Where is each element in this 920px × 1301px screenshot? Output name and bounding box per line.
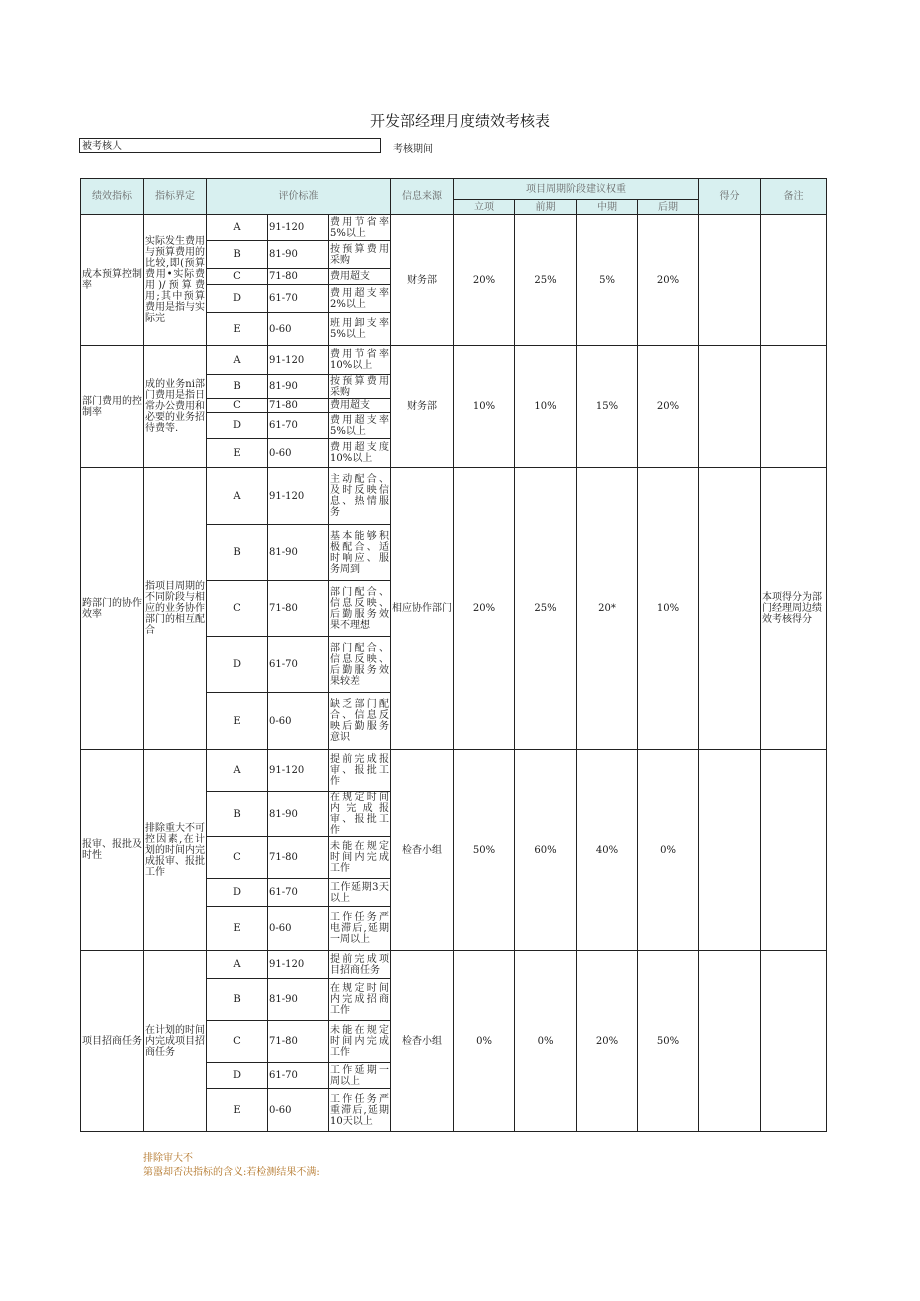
indicator-cell: 成本预算控制率: [81, 215, 144, 346]
grade-cell: E: [207, 439, 268, 468]
grade-cell: E: [207, 313, 268, 346]
weight-cell: 50%: [454, 750, 515, 951]
criteria-desc-cell: 在规定时间内完成招商工作: [329, 979, 391, 1021]
header-weights: 项目周期阶段建议权重: [454, 179, 699, 200]
criteria-desc-cell: 基本能够积极配合、适时响应、服务周到: [329, 525, 391, 581]
score-cell: [699, 750, 761, 951]
range-cell: 81-90: [268, 792, 329, 837]
criteria-desc-cell: 工作延期3天以上: [329, 879, 391, 907]
footer-note: 排除审大不: [143, 1153, 193, 1164]
criteria-desc-cell: 工作任务严电滞后,延期一周以上: [329, 907, 391, 951]
grade-cell: E: [207, 907, 268, 951]
weight-cell: 25%: [515, 215, 577, 346]
criteria-desc-cell: 部门配合、信息反映、后勤服务效果较差: [329, 637, 391, 693]
header-phase: 前期: [515, 200, 577, 215]
criteria-desc-cell: 按预算费用采购: [329, 241, 391, 269]
criteria-desc-cell: 工作延期一周以上: [330, 1064, 390, 1087]
source-cell: 财务部: [391, 346, 454, 468]
criteria-desc-cell: 费用节省率10%以上: [329, 346, 391, 375]
weight-cell: 15%: [577, 346, 638, 468]
range-cell: 81-90: [268, 241, 329, 269]
criteria-desc-cell: 工作任务严重滞后,延期10天以上: [329, 1089, 391, 1132]
criteria-desc-cell: 班用卸支率5%以上: [329, 313, 391, 346]
grade-cell: A: [207, 951, 268, 979]
criteria-desc-cell: 提前完成报审、报批工作: [329, 750, 391, 792]
footer-note: 第嚣却否决指标的含义:若检测结果不满:: [143, 1167, 320, 1178]
grade-cell: A: [207, 750, 268, 792]
range-cell: 61-70: [268, 637, 329, 693]
header-indicator: 绩效指标: [81, 179, 144, 215]
header-remark: 备注: [761, 179, 827, 215]
range-cell: 91-120: [268, 468, 329, 525]
weight-cell: 20%: [638, 346, 699, 468]
range-cell: 61-70: [268, 879, 329, 907]
range-cell: 0-60: [268, 439, 329, 468]
source-cell: 检杳小组: [391, 951, 454, 1132]
grade-cell: D: [207, 1063, 268, 1089]
score-cell: [699, 346, 761, 468]
criteria-desc-cell: 部门配合、信息反映、后勤服务效果不理想: [329, 581, 391, 637]
weight-cell: 20%: [454, 468, 515, 750]
range-cell: 0-60: [268, 1089, 329, 1132]
weight-cell: 10%: [638, 468, 699, 750]
criteria-desc-cell: 费用超支: [329, 269, 391, 285]
weight-cell: 20%: [454, 215, 515, 346]
header-criteria: 评价标准: [207, 179, 391, 215]
criteria-desc-cell: 费用超支率2%以上: [329, 285, 391, 313]
grade-cell: A: [207, 346, 268, 375]
weight-cell: 0%: [515, 951, 577, 1132]
criteria-desc-cell: 缺乏部门配合、信息反映后勤服务意识: [329, 693, 391, 750]
weight-cell: 10%: [515, 346, 577, 468]
criteria-desc-cell: 按预算费用采购: [330, 375, 390, 398]
period-label: 考核期间: [393, 144, 433, 155]
definition-cell: 在计划的时间内完成项目招商任务: [144, 951, 207, 1132]
table-row: [81, 468, 827, 525]
weight-cell: 5%: [577, 215, 638, 346]
range-cell: 71-80: [268, 1021, 329, 1063]
range-cell: 81-90: [268, 375, 329, 399]
criteria-desc-cell: 在规定时间内完成报审、报批工作: [330, 792, 390, 836]
remark-cell: [761, 951, 827, 1132]
grade-cell: D: [207, 413, 268, 439]
grade-cell: C: [207, 399, 268, 413]
grade-cell: D: [207, 879, 268, 907]
grade-cell: C: [207, 581, 268, 637]
remark-cell: [761, 750, 827, 951]
score-cell: [699, 951, 761, 1132]
range-cell: 0-60: [268, 313, 329, 346]
grade-cell: E: [207, 1089, 268, 1132]
criteria-desc-cell: 费用超支: [329, 399, 391, 413]
range-cell: 71-80: [268, 399, 329, 413]
criteria-desc-cell: 未能在规定时间内完成工作: [329, 1021, 391, 1063]
criteria-desc-cell: 费用超支率5%以上: [330, 414, 390, 437]
range-cell: 0-60: [268, 693, 329, 750]
range-cell: 91-120: [268, 346, 329, 375]
kpi-table: [80, 178, 827, 1132]
weight-cell: 60%: [515, 750, 577, 951]
table-row: [81, 951, 827, 979]
criteria-desc-cell: 费用节省率5%以上: [330, 216, 390, 239]
grade-cell: A: [207, 468, 268, 525]
definition-cell: 实际发生费用与预算费用的比较,即(预算费用•实际费用)/预算费用;其中预算费用是指与实际完: [144, 215, 207, 346]
header-phase: 后期: [638, 200, 699, 215]
grade-cell: D: [207, 285, 268, 313]
page-title: 开发部经理月度绩效考核表: [369, 112, 550, 130]
range-cell: 71-80: [268, 269, 329, 285]
indicator-cell: 部门费用的控制率: [81, 346, 144, 468]
source-cell: 财务部: [391, 215, 454, 346]
range-cell: 61-70: [268, 413, 329, 439]
grade-cell: C: [207, 1021, 268, 1063]
assessee-field[interactable]: 被考核人: [79, 138, 381, 153]
range-cell: 61-70: [268, 285, 329, 313]
indicator-cell: 报审、报批及时性: [81, 750, 144, 951]
definition-cell: 成的业务ni部门费用是指日常办公费用和必要的业务招待费等.: [144, 346, 207, 468]
score-cell: [699, 468, 761, 750]
indicator-cell: 跨部门的协作效率: [81, 468, 144, 750]
weight-cell: 20%: [577, 951, 638, 1132]
header-score: 得分: [699, 179, 761, 215]
header-phase: 立项: [454, 200, 515, 215]
range-cell: 71-80: [268, 837, 329, 879]
criteria-desc-cell: 提前完成项目招商任务: [329, 951, 391, 979]
header-source: 信息来源: [391, 179, 454, 215]
grade-cell: A: [207, 215, 268, 241]
weight-cell: 50%: [638, 951, 699, 1132]
grade-cell: B: [207, 525, 268, 581]
range-cell: 0-60: [268, 907, 329, 951]
remark-cell: 本项得分为部门经理周边绩效考核得分: [761, 468, 827, 750]
range-cell: 91-120: [268, 215, 329, 241]
criteria-desc-cell: 费用超支度10%以上: [329, 439, 391, 468]
remark-cell: [761, 346, 827, 468]
weight-cell: 20%: [638, 215, 699, 346]
grade-cell: B: [207, 241, 268, 269]
weight-cell: 40%: [577, 750, 638, 951]
grade-cell: C: [207, 269, 268, 285]
range-cell: 61-70: [268, 1063, 329, 1089]
grade-cell: E: [207, 693, 268, 750]
criteria-desc-cell: 主动配合、及时反映信息、热情服务: [329, 468, 391, 525]
grade-cell: C: [207, 837, 268, 879]
table-row: [81, 215, 827, 241]
remark-cell: [761, 215, 827, 346]
range-cell: 81-90: [268, 979, 329, 1021]
criteria-desc-cell: 未能在规定时间内完成工作: [329, 837, 391, 879]
table-row: [81, 750, 827, 792]
score-cell: [699, 215, 761, 346]
kpi-table-body: [81, 215, 827, 1132]
range-cell: 91-120: [268, 951, 329, 979]
source-cell: 相应协作部门: [391, 468, 454, 750]
grade-cell: B: [207, 375, 268, 399]
weight-cell: 0%: [454, 951, 515, 1132]
header-definition: 指标界定: [144, 179, 207, 215]
weight-cell: 20*: [577, 468, 638, 750]
weight-cell: 10%: [454, 346, 515, 468]
header-phase: 中期: [577, 200, 638, 215]
indicator-cell: 项目招商任务: [81, 951, 144, 1132]
grade-cell: D: [207, 637, 268, 693]
definition-cell: 排除重大不可控因素,在计划的时间内完成报审、报批工作: [144, 750, 207, 951]
range-cell: 81-90: [268, 525, 329, 581]
table-row: [81, 346, 827, 375]
grade-cell: B: [207, 979, 268, 1021]
grade-cell: B: [207, 792, 268, 837]
source-cell: 检杳小组: [391, 750, 454, 951]
weight-cell: 25%: [515, 468, 577, 750]
range-cell: 91-120: [268, 750, 329, 792]
definition-cell: 指项目周期的不同阶段与相应的业务协作部门的相互配合: [144, 468, 207, 750]
weight-cell: 0%: [638, 750, 699, 951]
range-cell: 71-80: [268, 581, 329, 637]
